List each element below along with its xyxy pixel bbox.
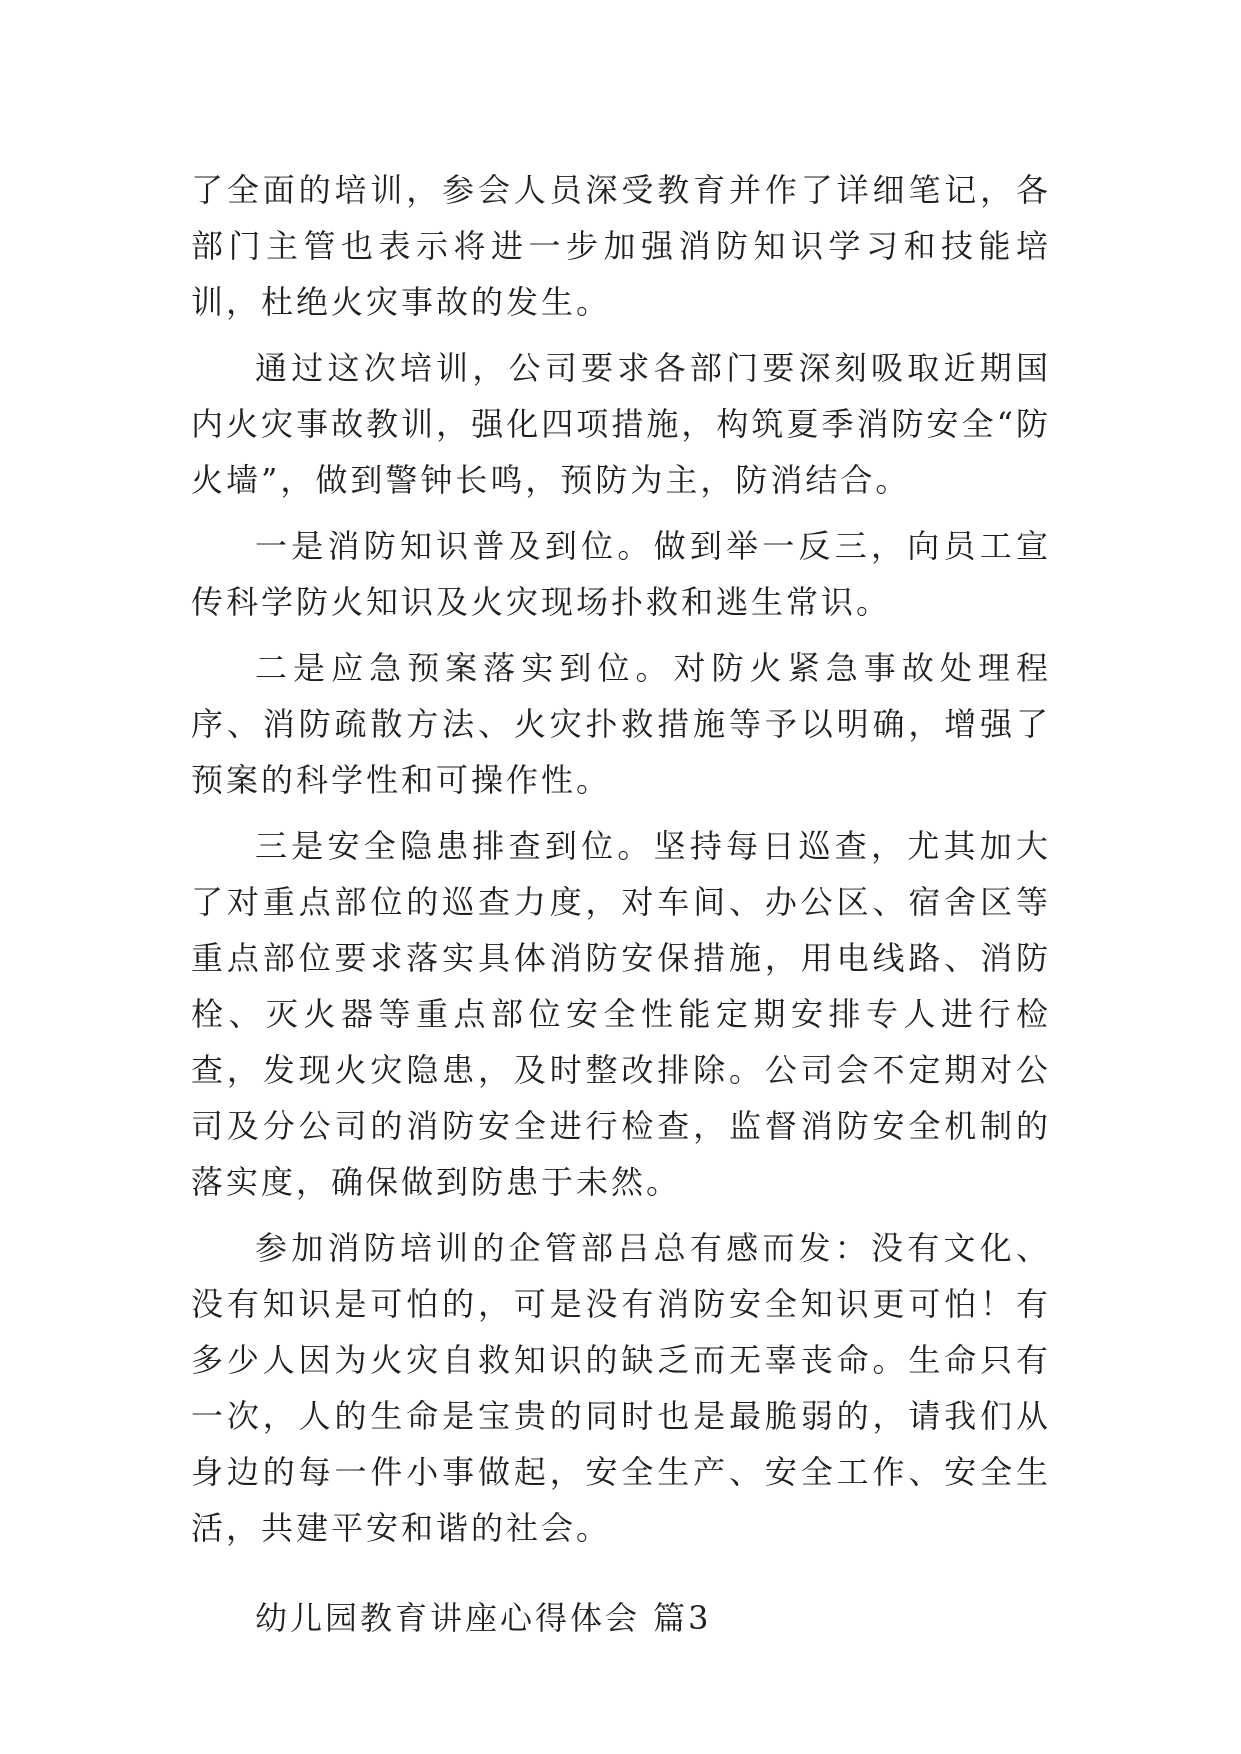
section-heading: 幼儿园教育讲座心得体会 篇3 bbox=[255, 1599, 712, 1637]
paragraph-point-three: 三是安全隐患排查到位。坚持每日巡查，尤其加大了对重点部位的巡查力度，对车间、办公区、宿舍区等重点部位要求落实具体消防安保措施，用电线路、消防栓、灭火器等重点部位安全性能定期安排专人进行检查，发现火灾隐患，及时整改排除。公司会不定期对公司及分公司的消防安全进行检查，监督消防安全机制的落实度，确保做到防患于未然。 bbox=[191, 827, 1051, 1201]
paragraph-continuation: 了全面的培训，参会人员深受教育并作了详细笔记，各部门主管也表示将进一步加强消防知识学习和技能培训，杜绝火灾事故的发生。 bbox=[191, 171, 1051, 321]
paragraph-manager-remarks: 参加消防培训的企管部吕总有感而发：没有文化、没有知识是可怕的，可是没有消防安全知识更可怕！有多少人因为火灾自救知识的缺乏而无辜丧命。生命只有一次，人的生命是宝贵的同时也是最脆弱的，请我们从身边的每一件小事做起，安全生产、安全工作、安全生活，共建平安和谐的社会。 bbox=[191, 1229, 1051, 1547]
paragraph-training-requirements: 通过这次培训，公司要求各部门要深刻吸取近期国内火灾事故教训，强化四项措施，构筑夏季消防安全“防火墙”，做到警钟长鸣，预防为主，防消结合。 bbox=[191, 349, 1051, 499]
paragraph-point-two: 二是应急预案落实到位。对防火紧急事故处理程序、消防疏散方法、火灾扑救措施等予以明确，增强了预案的科学性和可操作性。 bbox=[191, 649, 1051, 799]
document-body bbox=[191, 162, 1051, 1646]
paragraph-point-one: 一是消防知识普及到位。做到举一反三，向员工宣传科学防火知识及火灾现场扑救和逃生常识。 bbox=[191, 527, 1051, 621]
